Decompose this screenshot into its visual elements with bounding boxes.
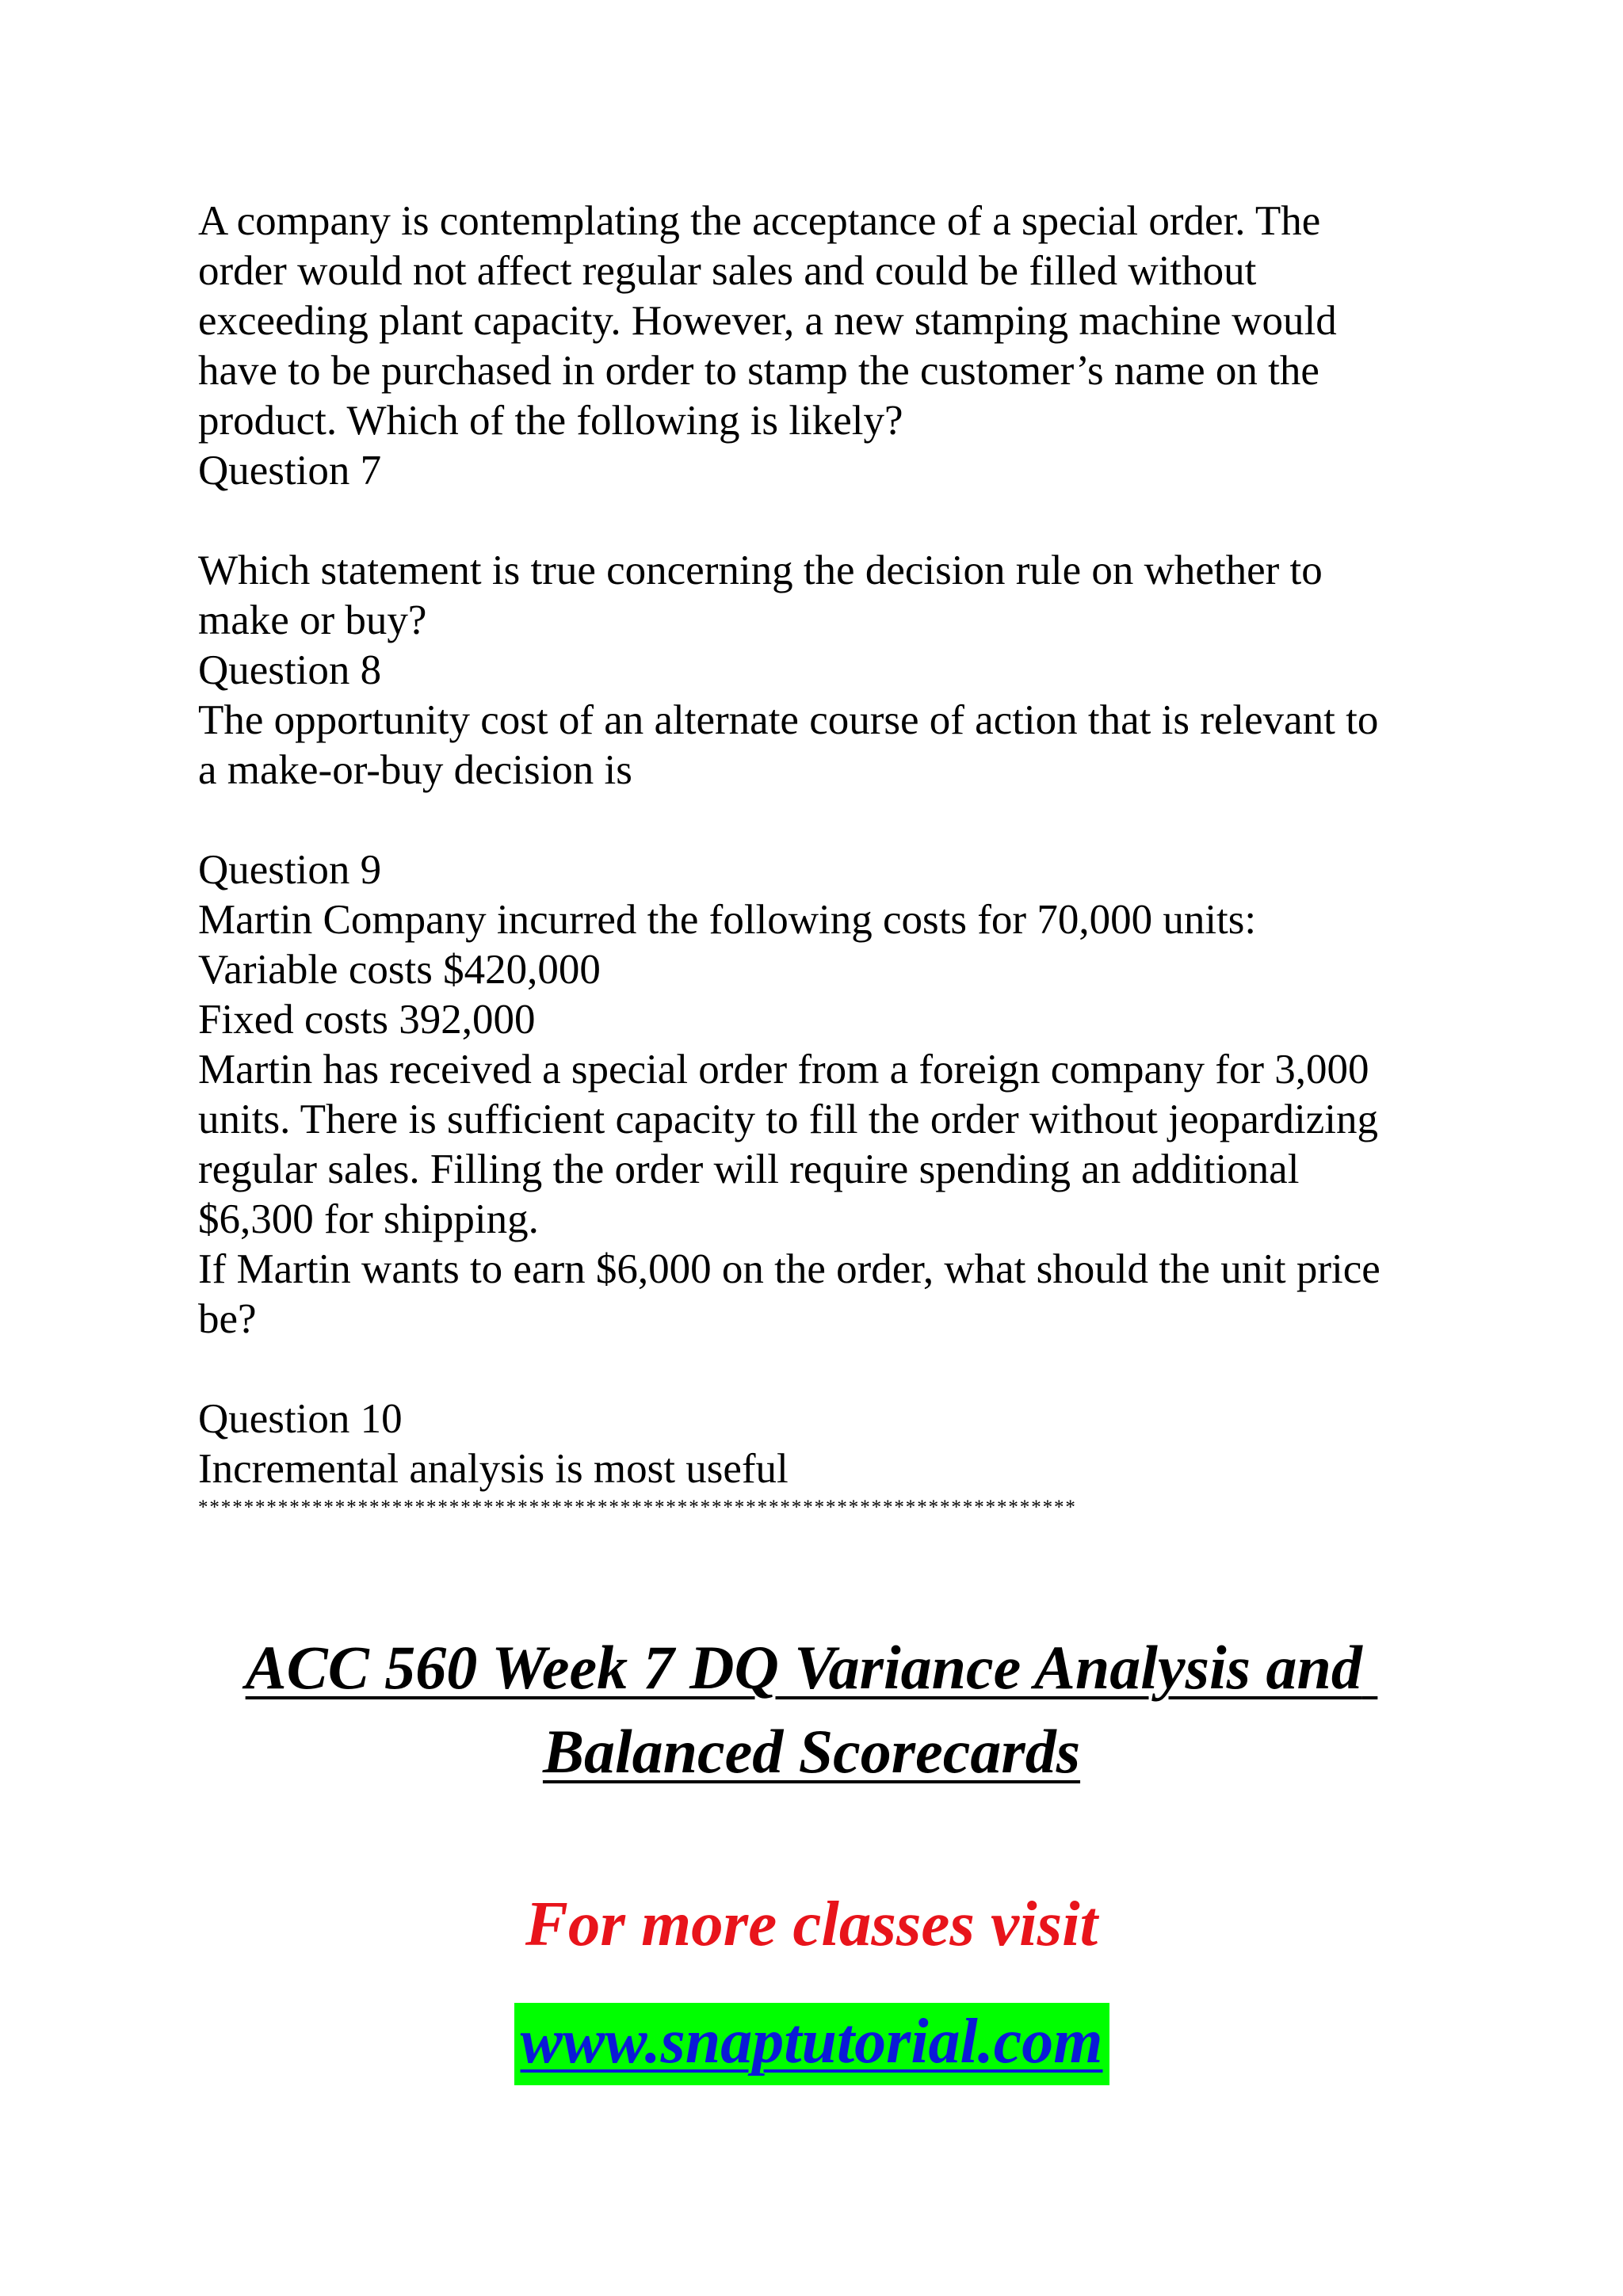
blank-line bbox=[198, 1344, 1466, 1394]
text-line: Incremental analysis is most useful bbox=[198, 1446, 789, 1492]
text-line: The opportunity cost of an alternate course of action that is relevant to bbox=[198, 697, 1379, 743]
question-label: Question 8 bbox=[198, 647, 382, 693]
question-label: Question 9 bbox=[198, 847, 382, 893]
text-line: $6,300 for shipping. bbox=[198, 1196, 539, 1242]
promo-text: For more classes visit bbox=[525, 1888, 1098, 1959]
heading-line-2: Balanced Scorecards bbox=[542, 1717, 1081, 1786]
text-line: Variable costs $420,000 bbox=[198, 947, 601, 993]
text-line: Which statement is true concerning the decision rule on whether to bbox=[198, 547, 1323, 593]
website-link-wrapper bbox=[0, 2003, 1623, 2085]
document-body bbox=[198, 196, 1466, 1520]
text-line: be? bbox=[198, 1296, 257, 1342]
text-line: a make-or-buy decision is bbox=[198, 747, 632, 793]
section-heading bbox=[0, 1626, 1623, 1794]
text-line: If Martin wants to earn $6,000 on the order, what should the unit price bbox=[198, 1246, 1381, 1292]
text-line: regular sales. Filling the order will require spending an additional bbox=[198, 1146, 1300, 1192]
question-label: Question 7 bbox=[198, 448, 382, 494]
text-line: exceeding plant capacity. However, a new stamping machine would bbox=[198, 298, 1337, 344]
text-line: order would not affect regular sales and could be filled without bbox=[198, 248, 1257, 294]
blank-line bbox=[198, 496, 1466, 546]
text-line: make or buy? bbox=[198, 597, 427, 643]
question-label: Question 10 bbox=[198, 1396, 403, 1442]
heading-line-1: ACC 560 Week 7 DQ Variance Analysis and bbox=[245, 1633, 1362, 1702]
separator-line: ***************************************************************************** bbox=[198, 1497, 1077, 1518]
text-line: units. There is sufficient capacity to fill the order without jeopardizing bbox=[198, 1097, 1378, 1142]
text-line: A company is contemplating the acceptance of a special order. The bbox=[198, 198, 1321, 244]
text-line: Martin Company incurred the following costs for 70,000 units: bbox=[198, 897, 1257, 943]
blank-line bbox=[198, 795, 1466, 845]
heading-trailing-space bbox=[1362, 1633, 1378, 1702]
website-link[interactable]: www.snaptutorial.com bbox=[514, 2003, 1109, 2085]
text-line: Fixed costs 392,000 bbox=[198, 997, 536, 1043]
text-line: have to be purchased in order to stamp the customer’s name on the bbox=[198, 348, 1319, 394]
text-line: Martin has received a special order from a foreign company for 3,000 bbox=[198, 1047, 1369, 1093]
text-line: product. Which of the following is likely? bbox=[198, 398, 903, 444]
